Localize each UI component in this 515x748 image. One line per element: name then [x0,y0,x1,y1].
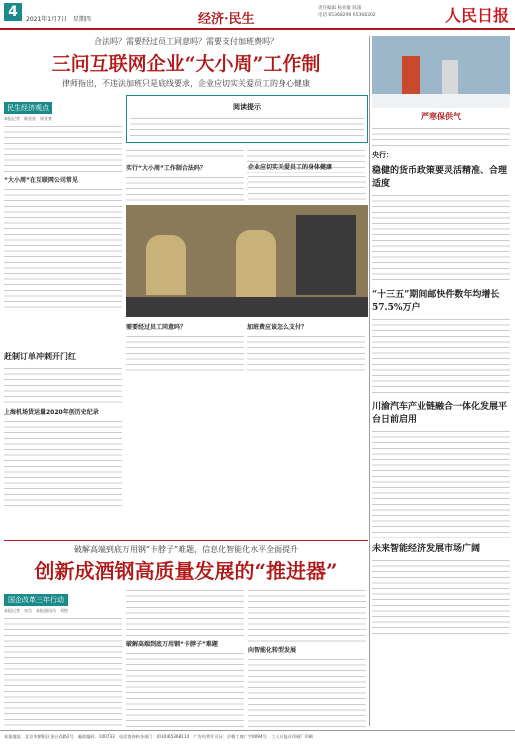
lead-headline: 三问互联网企业“大小周”工作制 [51,53,321,75]
column-label: 民生经济观点 [4,102,52,114]
body-text [126,333,244,373]
right-title-2: “十三五”期间邮快件数年均增长57.5%万户 [372,290,500,313]
side-story-caption: 上海机场货运量2020年创历史纪录 [4,409,99,416]
body-text [126,147,244,161]
reading-tip-title: 阅读提示 [233,103,261,111]
second-story [4,544,368,733]
body-text [248,656,366,730]
right-title-1: 稳健的货币政策要灵活精准、合理适度 [372,166,508,189]
body-text [126,650,244,730]
body-text [372,428,510,538]
second-headline: 创新成酒钢高质量发展的“推进器” [34,559,338,583]
gas-supply-photo [372,36,510,108]
body-text [372,125,510,147]
second-sub-2: 向智能化转型发展 [248,647,297,654]
side-story [4,348,122,510]
body-text [4,615,122,733]
side-story-title: 赶制订单冲刺开门红 [4,351,76,361]
page-footer: 本报地址：北京市朝阳区金台西路2号 邮政编码：100733 电话查询转各部门：(010)65368114 广告经营许可证：京朝工商广字0094号 工人日报社印刷厂印刷 [0,730,515,748]
lead-col-2 [126,95,368,373]
lead-col-1 [4,95,122,373]
body-text [372,316,510,396]
lead-col-3 [248,160,366,203]
newspaper-logo: 人民日报 [445,6,510,25]
editor-info [318,5,376,19]
body-text [372,557,510,637]
lead-sub-1: “大小周”在互联网公司常见 [4,177,78,184]
editor-line: 电话 65368290 65368302 [318,13,376,18]
body-text [372,192,510,284]
byline: 本报记者 陈星星 周亚豪 [4,116,52,121]
right-column [372,36,510,726]
second-sub-1: 破解高端到底万用钢“卡脖子”难题 [126,641,218,648]
column-divider [369,36,370,726]
body-text [130,115,364,139]
photo-label: 严寒保供气 [421,112,461,121]
body-text [4,418,122,510]
body-text [4,186,122,308]
note-label: 央行： [372,150,393,159]
body-text [248,587,366,643]
body-text [126,174,244,202]
right-title-3: 川渝汽车产业链融合一体化发展平台日前启用 [372,402,508,425]
lead-sub-4: 加班费应该怎么支付？ [247,324,308,331]
lead-kicker: 合法吗？需要经过员工同意吗？需要支付加班费吗？ [94,37,278,46]
section-title: 经济·民生 [198,12,255,27]
right-title-4: 未来智能经济发展市场广阔 [372,544,481,554]
lead-story [4,36,368,373]
body-text [247,333,365,373]
body-text [126,587,244,637]
photo-caption-kicker: 破解高端到底万用钢“卡脖子”难题，信息化智能化水平全面提升 [73,545,299,554]
body-text [4,123,122,173]
lead-sub-3: 需要经过员工同意吗？ [126,324,187,331]
publish-date: 2021年1月7日 星期四 [26,16,91,23]
lead-subhead: 律师指出，不违法加班只是底线要求，企业应切实关爱员工的身心健康 [62,79,310,88]
reading-tip-box [126,95,368,143]
page-number: 4 [4,3,22,21]
lead-sub-2: 实行“大小周”工作制合法吗？ [126,165,206,172]
page-header [0,0,515,30]
section-divider [4,540,368,541]
body-text [4,365,122,405]
body-text [248,173,366,203]
reform-badge: 国企改革三年行动 [4,594,68,606]
second-byline: 本报记者 宋岳 本报通讯员 刘悦 [4,608,68,613]
factory-photo [126,205,368,317]
lead-sub-5: 企业应切实关爱员工的身体健康 [248,164,333,171]
editor-line: 责任编辑 杨亚敏 陈康 [318,6,362,11]
